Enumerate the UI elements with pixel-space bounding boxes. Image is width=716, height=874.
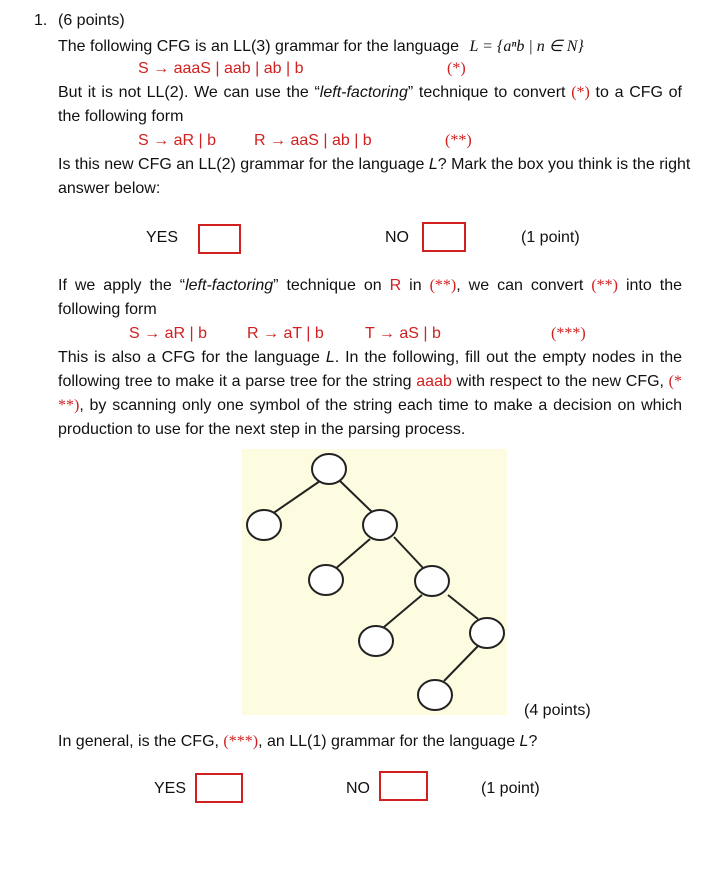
para3-text-b: . In the following, fill out the empty nodes in the [334,349,683,366]
grammar-3-label: (***) [551,325,586,342]
para3-ref-a: (* [668,373,682,390]
para2-line2: following form [58,301,157,318]
q2-points: (1 point) [481,780,540,797]
tree-node[interactable] [309,565,343,595]
q2-ref: (***) [223,733,259,750]
para3-text-e: , by scanning only one symbol of the string each time to make a decision on which [79,397,682,414]
tree-points: (4 points) [524,702,591,719]
q2-text-c: ? [528,733,538,750]
para1-text-b: ” technique to convert [407,84,572,101]
grammar-3-rule-t: T → aS | b [365,325,441,342]
tree-edge [384,595,422,627]
tree-node[interactable] [418,680,452,710]
tree-edge [444,646,478,681]
para2-ref-2: (**) [591,277,618,294]
parse-tree-svg [242,449,507,715]
para1-text-a: But it is not LL(2). We can use the “ [58,84,320,101]
grammar-2-rule-s: S → aR | b [138,132,216,149]
para1-ref: (*) [571,84,590,101]
parse-tree [242,449,507,715]
q1-line2: answer below: [58,180,161,197]
grammar-1-rule: S → aaaS | aab | ab | b [138,60,304,77]
question-number: 1. [34,12,48,29]
q1-no-checkbox[interactable] [422,222,466,252]
para1-term: left-factoring [319,84,408,101]
para3-lang: L [325,349,335,366]
para3-string: aaab [416,373,452,390]
tree-node[interactable] [359,626,393,656]
tree-edge [340,481,372,512]
para2-term: left-factoring [185,277,274,294]
para2-text-e: into the [618,277,683,294]
tree-node[interactable] [470,618,504,648]
q1-lang: L [428,156,438,173]
q2-lang: L [519,733,529,750]
para3-line3 [58,397,682,415]
q2-yes-checkbox[interactable] [195,773,243,803]
para3-line4: production to use for the next step in the parsing process. [58,421,466,438]
q2-line [58,733,537,751]
q1-text-b: ? Mark the box you think is the right [437,156,691,173]
q2-text-b: , an LL(1) grammar for the language [258,733,520,750]
q1-yes-checkbox[interactable] [198,224,241,254]
para2-text-a: If we apply the “ [58,277,186,294]
intro-text: The following CFG is an LL(3) grammar for the language [58,38,460,55]
language-definition: L = {aⁿb | n ∈ N} [469,38,584,55]
para2-r-ref: R [389,277,402,294]
q1-no-label: NO [385,229,409,246]
para2-line1 [58,277,682,295]
q2-text-a: In general, is the CFG, [58,733,224,750]
para1-line2: the following form [58,108,184,125]
para1-text-c: to a CFG of [589,84,683,101]
grammar-2-label: (**) [445,132,472,149]
question-points: (6 points) [58,12,125,29]
tree-node-root[interactable] [312,454,346,484]
grammar-1-label: (*) [447,60,466,77]
tree-node[interactable] [415,566,449,596]
tree-node[interactable] [247,510,281,540]
para3-ref-b: **) [58,397,80,414]
para3-text-c: following tree to make it a parse tree for the string [58,373,417,390]
intro-line [58,36,584,56]
grammar-3-rule-r: R → aT | b [247,325,324,342]
tree-edge [334,539,370,570]
q1-text-a: Is this new CFG an LL(2) grammar for the language [58,156,429,173]
grammar-3-rule-s: S → aR | b [129,325,207,342]
para3-line2 [58,373,682,391]
tree-edge [394,537,424,569]
para2-text-b: ” technique on [273,277,390,294]
para2-text-d: , we can convert [456,277,592,294]
q2-no-label: NO [346,780,370,797]
para2-ref-1: (**) [429,277,457,294]
q2-yes-label: YES [154,780,187,797]
para1-line1 [58,84,682,102]
para2-text-c: in [401,277,430,294]
para3-line1 [58,349,682,367]
tree-edge [448,595,478,619]
q1-line1 [58,156,691,174]
tree-node[interactable] [363,510,397,540]
para3-text-a: This is also a CFG for the language [58,349,326,366]
q1-yes-label: YES [146,229,179,246]
grammar-2-rule-r: R → aaS | ab | b [254,132,372,149]
tree-edge [272,481,320,514]
q1-points: (1 point) [521,229,580,246]
q2-no-checkbox[interactable] [379,771,428,801]
para3-text-d: with respect to the new CFG, [451,373,669,390]
